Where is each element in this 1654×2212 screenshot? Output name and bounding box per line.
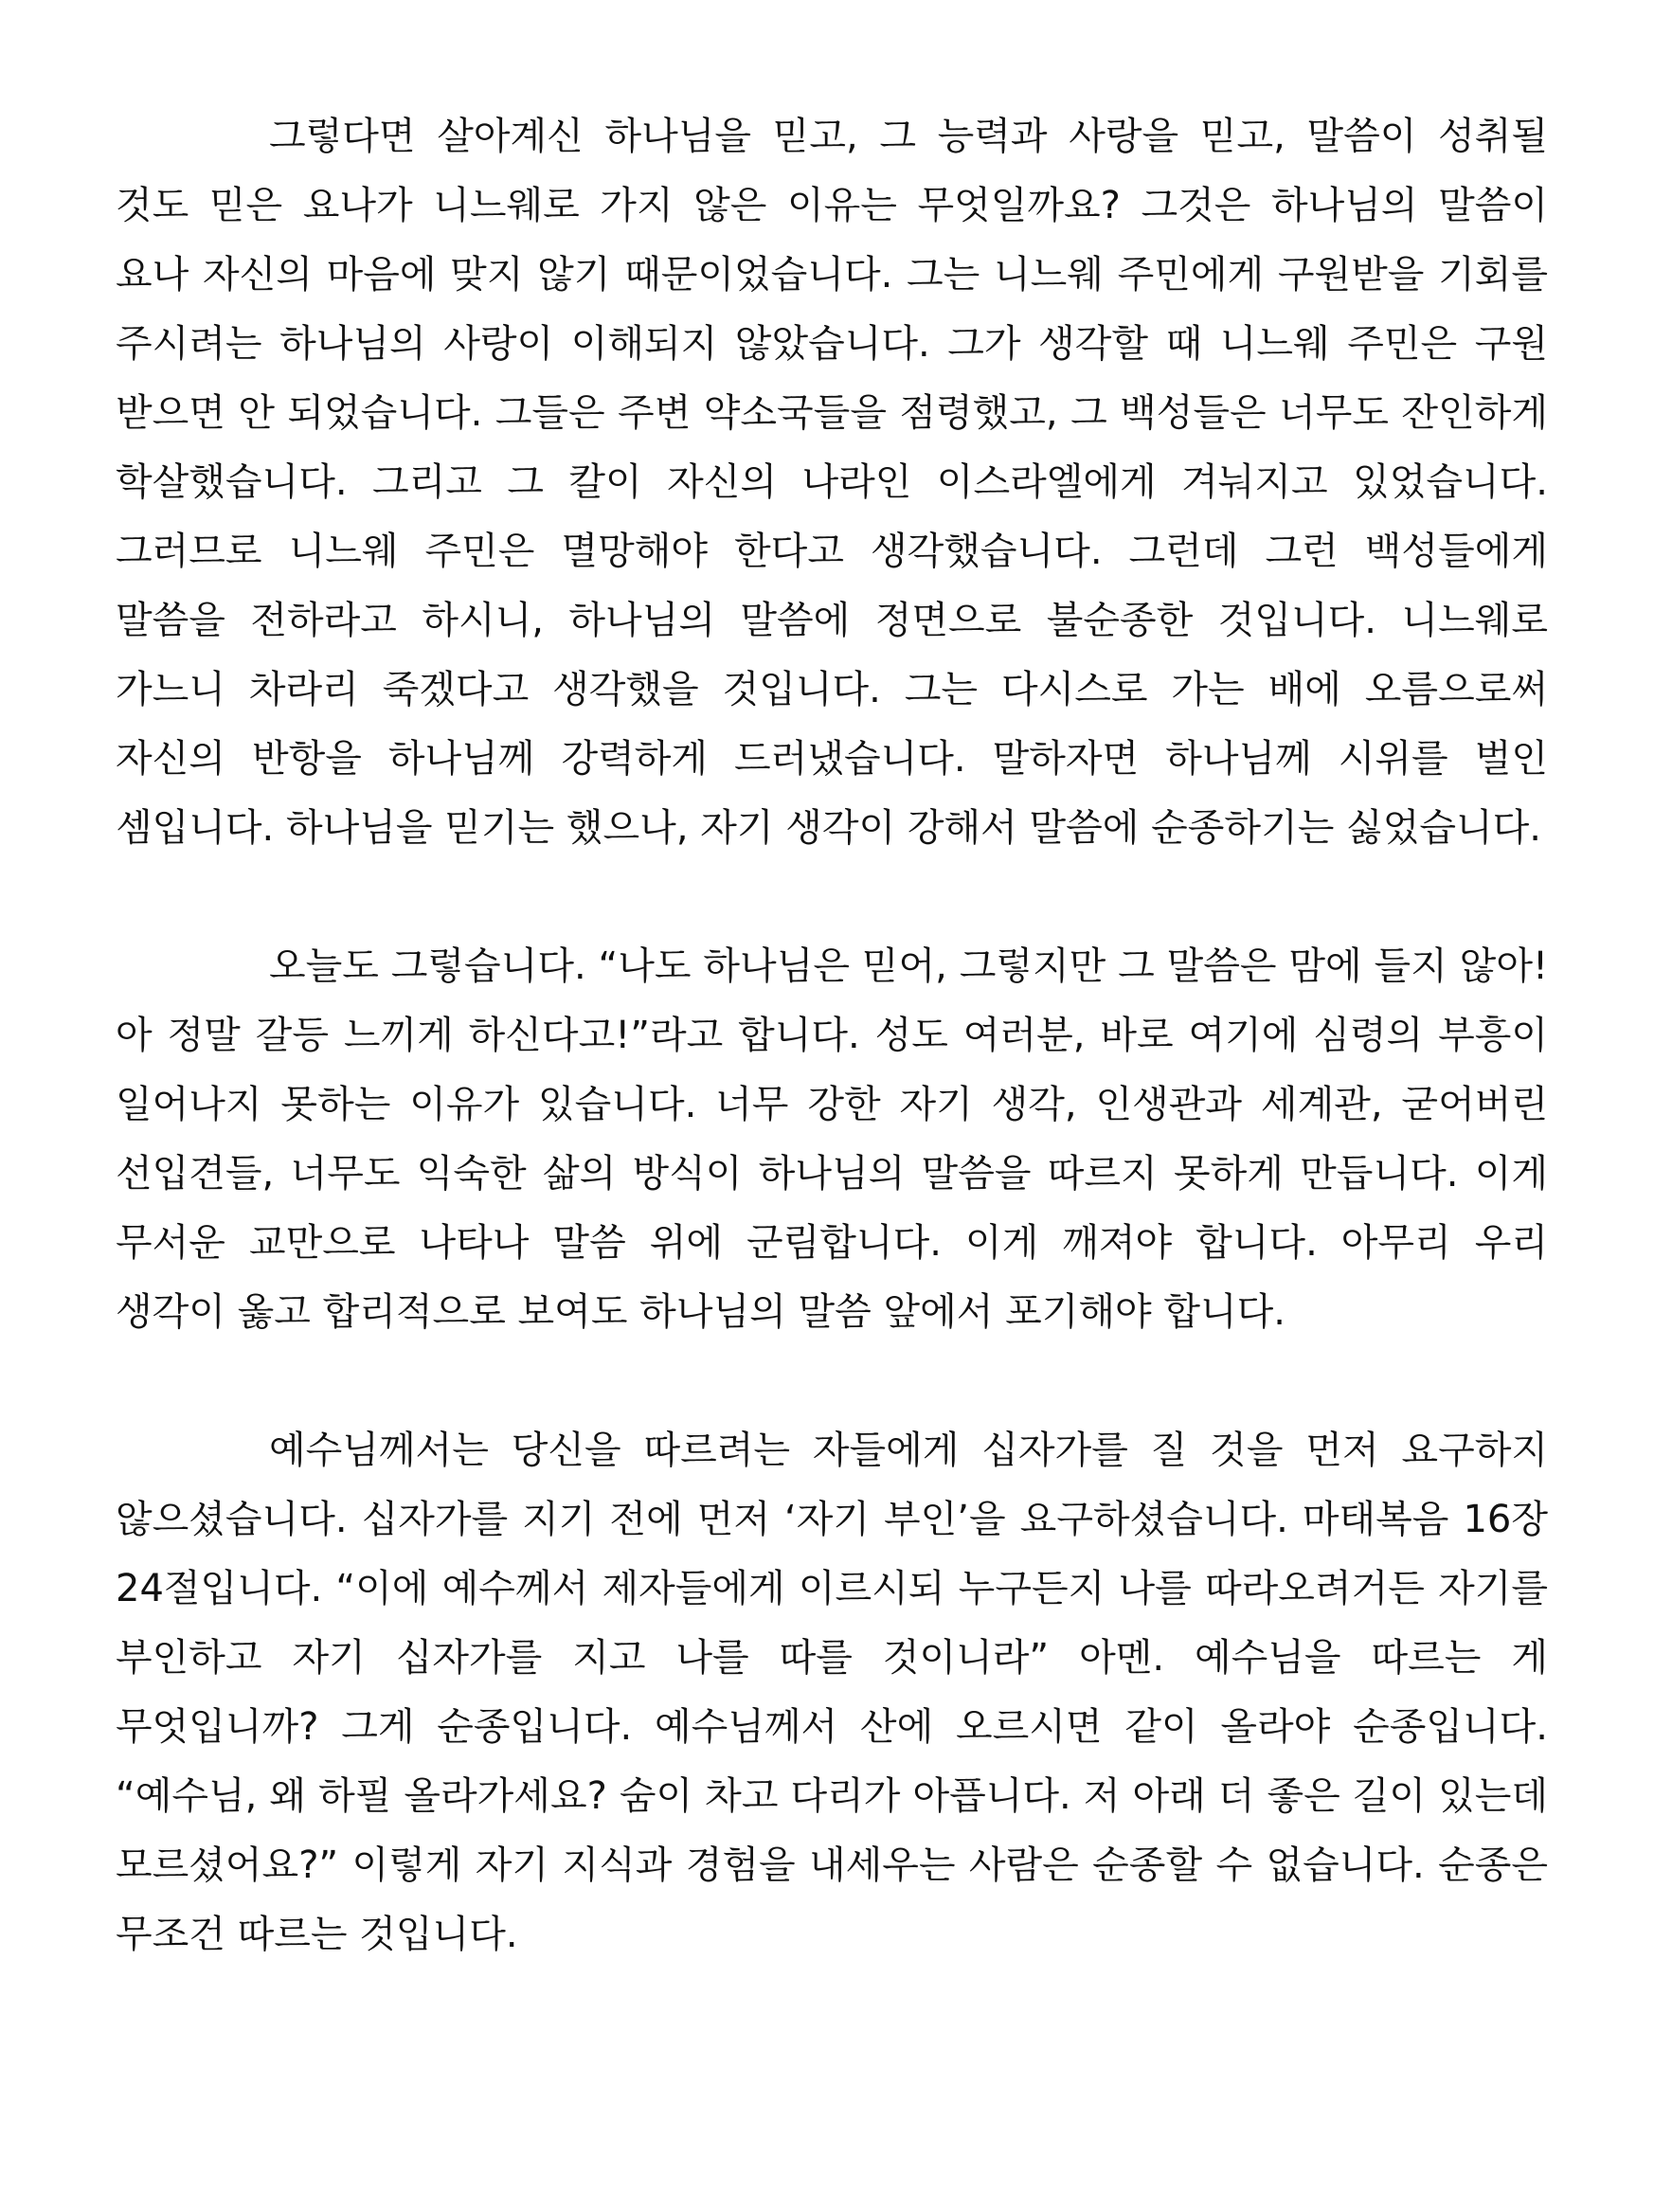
paragraph-jonah-disobedience: 그렇다면 살아계신 하나님을 믿고, 그 능력과 사랑을 믿고, 말씀이 성취될 것도 믿은 요나가 니느웨로 가지 않은 이유는 무엇일까요? 그것은 하나님의 말씀이 요나 자신의 마음에 맞지 않기 때문이었습니다. 그는 니느웨 주민에게 구원받을 기회를 주시려는 하나님의 사랑이 이해되지 않았습니다. 그가 생각할 때 니느웨 주민은 구원 받으면 안 되었습니다. 그들은 주변 약소국들을 점령했고, 그 백성들은 너무도 잔인하게 학살했습니다. 그리고 그 칼이 자신의 나라인 이스라엘에게 겨눠지고 있었습니다. 그러므로 니느웨 주민은 멸망해야 한다고 생각했습니다. 그런데 그런 백성들에게 말씀을 전하라고 하시니, 하나님의 말씀에 정면으로 불순종한 것입니다. 니느웨로 가느니 차라리 죽겠다고 생각했을 것입니다. 그는 다시스로 가는 배에 오름으로써 자신의 반항을 하나님께 강력하게 드러냈습니다. 말하자면 하나님께 시위를 벌인 셈입니다. 하나님을 믿기는 했으나, 자기 생각이 강해서 말씀에 순종하기는 싫었습니다. [116,115,1548,850]
paragraph-self-denial: 예수님께서는 당신을 따르려는 자들에게 십자가를 질 것을 먼저 요구하지 않으셨습니다. 십자가를 지기 전에 먼저 ‘자기 부인’을 요구하셨습니다. 마태복음 16장 24절입니다. “이에 예수께서 제자들에게 이르시되 누구든지 나를 따라오려거든 자기를 부인하고 자기 십자가를 지고 나를 따를 것이니라” 아멘. 예수님을 따르는 게 무엇입니까? 그게 순종입니다. 예수님께서 산에 오르시면 같이 올라야 순종입니다. “예수님, 왜 하필 올라가세요? 숨이 차고 다리가 아픕니다. 저 아래 더 좋은 길이 있는데 모르셨어요?” 이렇게 자기 지식과 경험을 내세우는 사람은 순종할 수 없습니다. 순종은 무조건 따르는 것입니다. [116,1429,1548,1956]
document-body [116,102,1548,1969]
paragraph-today-pride: 오늘도 그렇습니다. “나도 하나님은 믿어, 그렇지만 그 말씀은 맘에 들지 않아! 아 정말 갈등 느끼게 하신다고!”라고 합니다. 성도 여러분, 바로 여기에 심령의 부흥이 일어나지 못하는 이유가 있습니다. 너무 강한 자기 생각, 인생관과 세계관, 굳어버린 선입견들, 너무도 익숙한 삶의 방식이 하나님의 말씀을 따르지 못하게 만듭니다. 이게 무서운 교만으로 나타나 말씀 위에 군림합니다. 이게 깨져야 합니다. 아무리 우리 생각이 옳고 합리적으로 보여도 하나님의 말씀 앞에서 포기해야 합니다. [116,944,1548,1334]
